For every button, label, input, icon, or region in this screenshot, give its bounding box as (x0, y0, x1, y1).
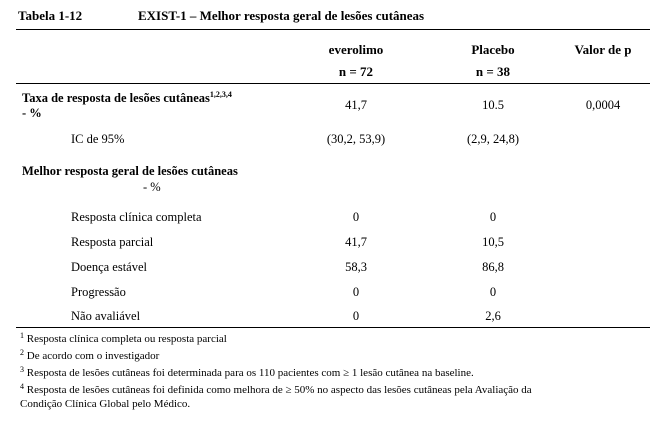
col-p-value: Valor de p (574, 42, 632, 57)
section1-label: Taxa de resposta de lesões cutâneas$^{1,2,3,4}$ (22, 90, 232, 106)
row-placebo-value: 0 (489, 210, 497, 224)
footnote: $^1$ Resposta clínica completa ou resposta parcial (20, 331, 227, 345)
row-label: Resposta clínica completa (71, 210, 202, 224)
footnote: $^2$ De acordo com o investigador (20, 348, 160, 362)
col-placebo-n: n = 38 (475, 64, 511, 79)
col-everolimo-n: n = 72 (338, 64, 374, 79)
table-title: EXIST-1 – Melhor resposta geral de lesões cutâneas (138, 8, 425, 23)
row-label: Doença estável (71, 260, 148, 274)
row-everolimo-value: 58,3 (345, 260, 367, 274)
row-placebo-value: 2,6 (485, 309, 501, 323)
section2-label-unit: - % (143, 180, 161, 194)
section2-label: Melhor resposta geral de lesões cutâneas (22, 164, 238, 178)
row-placebo-value: 10,5 (482, 235, 504, 249)
col-placebo: Placebo (471, 42, 515, 57)
col-everolimo: everolimo (328, 42, 384, 57)
section1-label-unit: - % (22, 106, 42, 120)
row-everolimo-value: 0 (352, 210, 360, 224)
row-everolimo-value: 0 (352, 285, 360, 299)
footnote: $^4$ Resposta de lesões cutâneas foi definida como melhora de ≥ 50% no aspecto das lesões cutâneas pela Avaliação da (20, 382, 532, 396)
table-label: Tabela 1-12 (18, 8, 83, 23)
ci-label: IC de 95% (71, 132, 125, 146)
section1-everolimo-value: 41,7 (345, 98, 367, 112)
ci-everolimo: (30,2, 53,9) (326, 132, 386, 146)
footnote-continuation: Condição Clínica Global pelo Médico. (20, 398, 191, 410)
row-placebo-value: 0 (489, 285, 497, 299)
row-everolimo-value: 0 (352, 309, 360, 323)
section1-placebo-value: 10.5 (482, 98, 504, 112)
top-rule (16, 29, 650, 30)
row-label: Progressão (71, 285, 126, 299)
ci-placebo: (2,9, 24,8) (466, 132, 520, 146)
section1-label-sup: 1,2,3,4 (209, 90, 232, 99)
row-label: Resposta parcial (71, 235, 154, 249)
row-label: Não avaliável (71, 309, 141, 323)
header-rule (16, 83, 650, 84)
row-everolimo-value: 41,7 (345, 235, 367, 249)
row-placebo-value: 86,8 (482, 260, 504, 274)
section1-p-value: 0,0004 (585, 98, 621, 112)
footnote: $^3$ Resposta de lesões cutâneas foi determinada para os 110 pacientes com ≥ 1 lesão cutânea na baseline. (20, 365, 474, 379)
bottom-rule (16, 327, 650, 328)
